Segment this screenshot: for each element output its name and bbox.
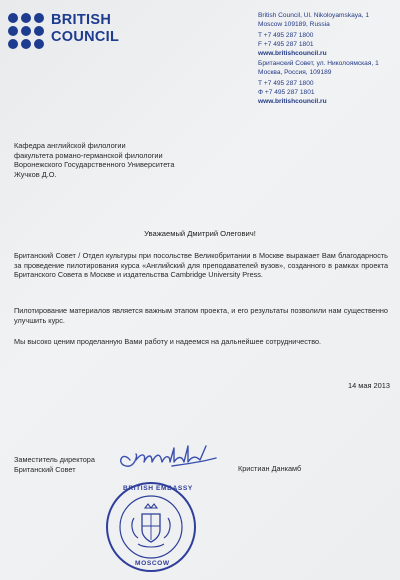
fax: F +7 495 287 1801 (258, 41, 314, 49)
body-paragraph: Пилотирование материалов является важным этапом проекта, и его результаты позволили нам существенно улучшить курс. (14, 306, 388, 325)
body-paragraph: Британский Совет / Отдел культуры при посольстве Великобритании в Москве выражает Вам благодарность за проведение пилотирования курса «Английский для преподавателей вузов», созданного в рамках проекта Британского Совета в Москве и издательства Cambridge University Press. (14, 251, 388, 280)
signatory-name: Кристиан Данкамб (238, 464, 302, 473)
embassy-seal (104, 480, 198, 574)
signatory-title-line: Заместитель директора (14, 455, 95, 464)
recipient-block (14, 141, 354, 179)
british-council-logo (8, 10, 128, 54)
website-link: www.britishcouncil.ru (258, 97, 327, 105)
logo-wordmark (51, 12, 119, 46)
recipient-line: Кафедра английской филологии (14, 141, 126, 150)
address-russian (258, 60, 398, 107)
recipient-line: Воронежского Государственного Университета (14, 160, 175, 170)
address-line: Moscow 109189, Russia (258, 20, 330, 28)
logo-line-2: COUNCIL (51, 29, 120, 45)
handwritten-signature (112, 440, 222, 474)
address-line: Британский Совет, ул. Николоямская, 1 (258, 60, 379, 67)
body-paragraph: Мы высоко ценим проделанную Вами работу и надеемся на дальнейшее сотрудничество. (14, 337, 322, 346)
signatory-title-line: Британский Совет (14, 464, 76, 474)
fax: Ф +7 495 287 1801 (258, 89, 315, 97)
phone: Т +7 495 287 1800 (258, 80, 314, 88)
greeting: Уважаемый Дмитрий Олегович! (144, 229, 256, 238)
website-link: www.britishcouncil.ru (258, 49, 327, 57)
logo-line-1: BRITISH (51, 12, 112, 28)
address-line: British Council, Ul. Nikoloyamskaya, 1 (258, 12, 370, 19)
address-english (258, 12, 398, 59)
logo-dots-icon (8, 13, 48, 53)
seal-top-text: BRITISH EMBASSY (123, 485, 193, 492)
seal-bottom-text: MOSCOW (135, 560, 170, 567)
address-line: Москва, Россия, 109189 (258, 68, 332, 76)
recipient-line: Жучков Д.О. (14, 169, 57, 179)
recipient-line: факультета романо-германской филологии (14, 150, 163, 160)
phone: T +7 495 287 1800 (258, 32, 314, 40)
letter-date: 14 мая 2013 (348, 381, 390, 390)
